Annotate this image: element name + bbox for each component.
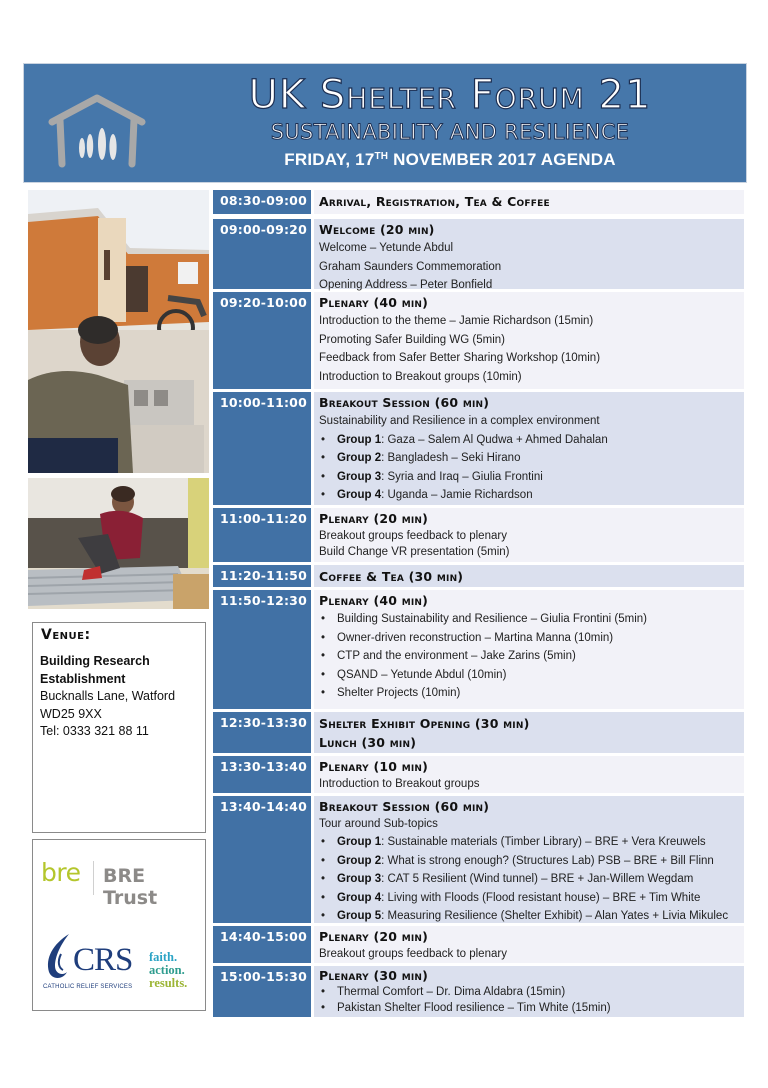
session-heading: Plenary (20 min) [319,929,429,944]
session-bullet: • Building Sustainability and Resilience – Giulia Frontini (5min) [319,610,744,629]
time-slot: 11:20-11:50 [213,565,311,587]
crs-tagline-faith: faith. [149,950,178,964]
bre-logo: bre [41,858,81,887]
session-bullet: • Owner-driven reconstruction – Martina Manna (10min) [319,629,744,648]
session-intro: Sustainability and Resilience in a complex environment [319,415,600,427]
session-bullet: • QSAND – Yetunde Abdul (10min) [319,666,744,685]
crs-tagline-results: results. [149,976,188,990]
time-slot: 10:00-11:00 [213,392,311,505]
session-intro: Tour around Sub-topics [319,818,438,830]
session-heading: Plenary (20 min) [319,511,429,526]
breakout-group: • Group 1: Sustainable materials (Timber Library) – BRE + Vera Kreuwels [319,833,744,852]
session-heading: Plenary (40 min) [319,295,429,310]
session-heading: Arrival, Registration, Tea & Coffee [319,194,550,209]
time-slot: 14:40-15:00 [213,926,311,963]
session-heading-lunch: Lunch (30 min) [319,735,417,750]
session-heading: Plenary (40 min) [319,593,429,608]
time-slot: 09:20-10:00 [213,292,311,389]
house-with-people-icon [48,92,146,168]
venue-label: Venue: [41,627,91,643]
sponsor-logos [32,839,206,1011]
venue-address-line1: Bucknalls Lane, Watford [40,689,176,703]
venue-postcode: WD25 9XX [40,706,102,721]
session-heading: Welcome (20 min) [319,222,435,237]
venue-phone: Tel: 0333 321 88 11 [40,724,149,738]
breakout-group: • Group 3: CAT 5 Resilient (Wind tunnel) – BRE + Jan-Willem Wegdam [319,870,744,889]
time-slot: 08:30-09:00 [213,190,311,214]
time-slot: 13:30-13:40 [213,756,311,793]
agenda-row [213,565,744,587]
session-item: Introduction to Breakout groups [319,778,480,790]
agenda-row [213,392,744,505]
photo-roofing-worker [28,478,209,609]
session-item: Feedback from Safer Better Sharing Workshop (10min) [319,352,601,364]
session-item: Breakout groups feedback to plenary [319,530,507,542]
breakout-group: • Group 4: Uganda – Jamie Richardson [319,486,744,505]
venue-name-line1: Building Research [40,654,150,668]
agenda-row [213,712,744,753]
agenda-row [213,190,744,214]
agenda-row [213,292,744,389]
venue-box [32,622,206,833]
breakout-group: • Group 2: Bangladesh – Seki Hirano [319,449,744,468]
venue-name-line2: Establishment [40,671,126,686]
time-slot: 12:30-13:30 [213,712,311,753]
time-slot: 11:50-12:30 [213,590,311,709]
event-title: UK Shelter Forum 21 [248,72,652,118]
breakout-group: • Group 3: Syria and Iraq – Giulia Frontini [319,468,744,487]
session-item: Breakout groups feedback to plenary [319,948,507,960]
bre-trust-logo: BRE Trust [103,865,158,909]
session-bullet: • Shelter Projects (10min) [319,684,744,703]
photo-timber-shelter-worker [28,190,209,473]
crs-letters: CRS [73,942,133,978]
session-bullet: • Pakistan Shelter Flood resilience – Tim White (15min) [319,1000,744,1016]
crs-flame-icon [43,932,77,982]
time-slot: 13:40-14:40 [213,796,311,923]
time-slot: 15:00-15:30 [213,966,311,1017]
session-item: Graham Saunders Commemoration [319,260,502,273]
agenda-row [213,926,744,963]
crs-full-name: CATHOLIC RELIEF SERVICES [43,984,133,990]
time-slot: 11:00-11:20 [213,508,311,562]
agenda-row [213,219,744,289]
logo-divider [93,861,94,895]
session-item: Opening Address – Peter Bonfield [319,279,493,291]
agenda-row [213,590,744,709]
session-heading: Breakout Session (60 min) [319,799,490,814]
session-heading: Plenary (30 min) [319,968,429,983]
agenda-row [213,966,744,1017]
session-item: Welcome – Yetunde Abdul [319,242,454,254]
session-item: Introduction to the theme – Jamie Richardson (15min) [319,315,594,327]
agenda-row [213,796,744,923]
breakout-group: • Group 5: Measuring Resilience (Shelter Exhibit) – Alan Yates + Livia Mikulec [319,907,744,926]
session-heading: Plenary (10 min) [319,759,429,774]
session-heading: Coffee & Tea (30 min) [319,569,464,584]
session-item: Promoting Safer Building WG (5min) [319,333,505,346]
session-heading: Shelter Exhibit Opening (30 min) [319,716,530,731]
session-item: Build Change VR presentation (5min) [319,546,510,558]
crs-logo [41,932,201,994]
session-bullet: • Thermal Comfort – Dr. Dima Aldabra (15min) [319,984,744,1000]
agenda-row [213,508,744,562]
breakout-group: • Group 1: Gaza – Salem Al Qudwa + Ahmed Dahalan [319,431,744,450]
session-item: Introduction to Breakout groups (10min) [319,370,522,383]
breakout-group: • Group 2: What is strong enough? (Structures Lab) PSB – BRE + Bill Flinn [319,852,744,871]
session-bullet: • CTP and the environment – Jake Zarins (5min) [319,647,744,666]
event-subtitle: SUSTAINABILITY AND RESILIENCE [270,120,630,144]
event-date: FRIDAY, 17TH NOVEMBER 2017 AGENDA [284,150,616,169]
time-slot: 09:00-09:20 [213,219,311,289]
agenda-row [213,756,744,793]
breakout-group: • Group 4: Living with Floods (Flood resistant house) – BRE + Tim White [319,889,744,908]
crs-tagline-action: action. [149,963,185,977]
header-banner [23,63,747,183]
session-heading: Breakout Session (60 min) [319,395,490,410]
